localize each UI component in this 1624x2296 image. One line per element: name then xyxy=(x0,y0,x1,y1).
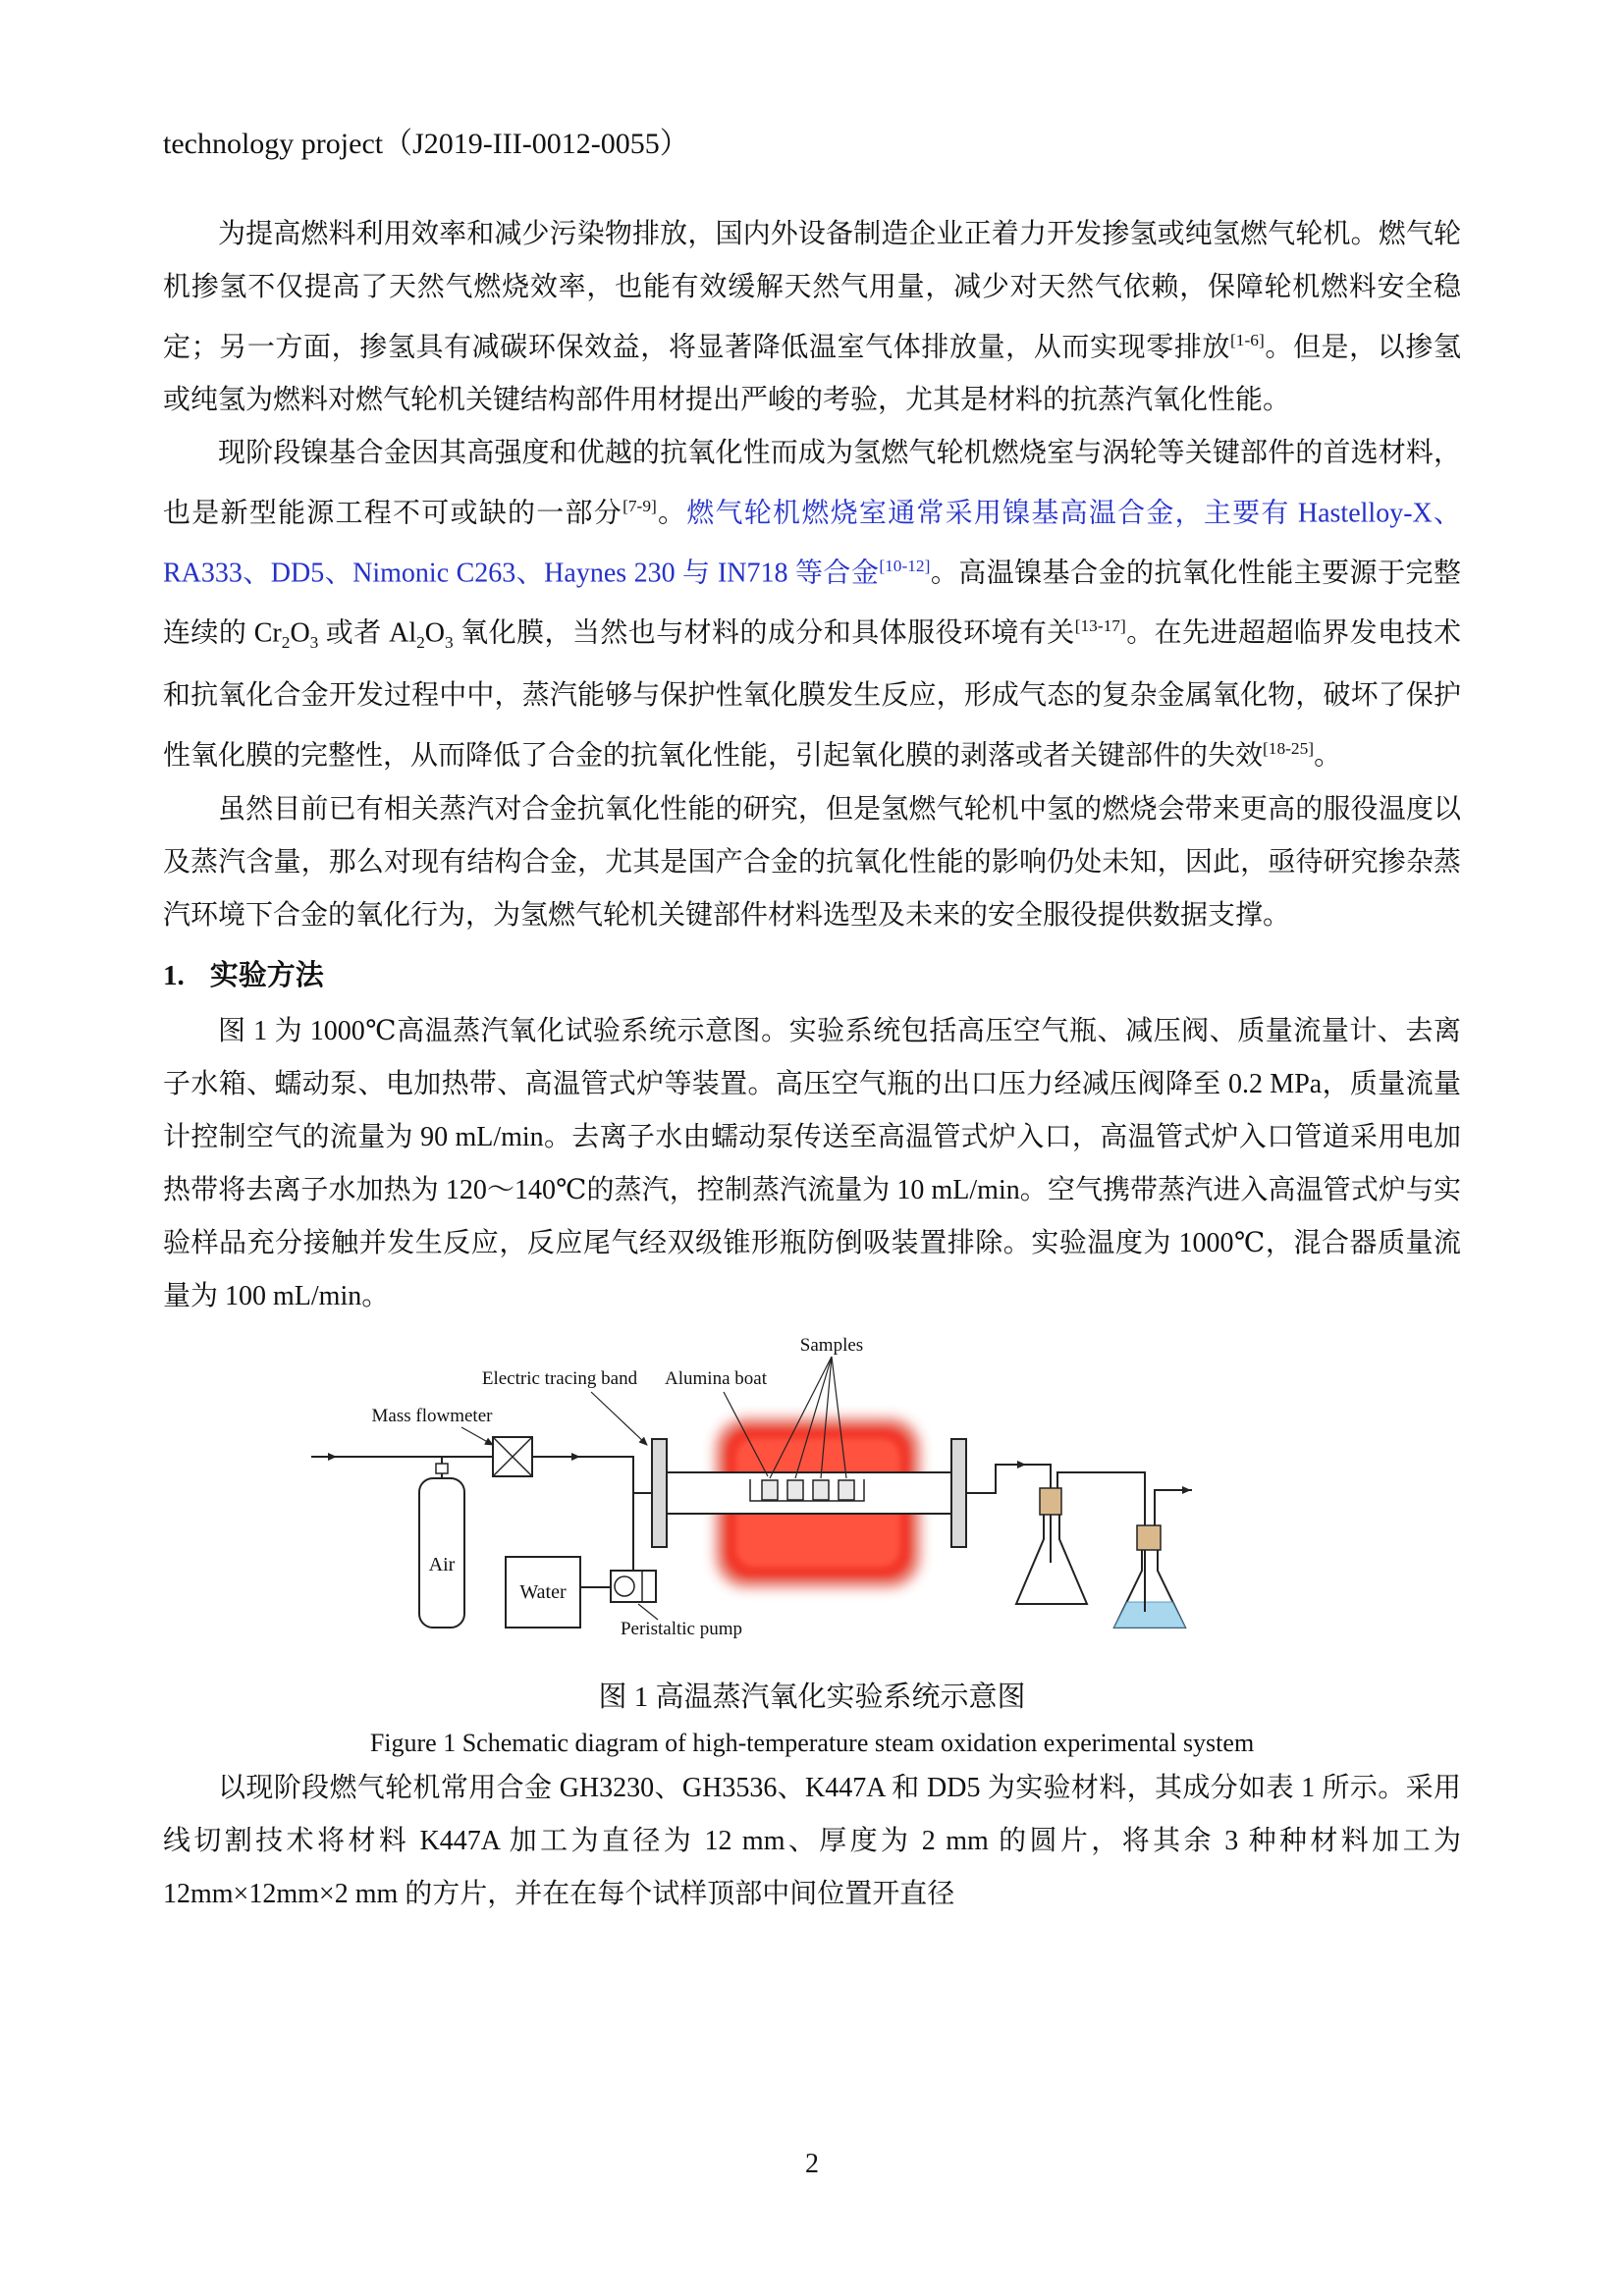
text-segment: 。在先进超超临界发电技术和抗氧化合金开发过程中中，蒸汽能够与保护性氧化膜发生反应，形成气态的复杂金属氧化物，破坏了保护性氧化膜的完整性，从而降低了合金的抗氧化性能，引起氧化膜的剥落或者关键部件的失效 xyxy=(163,617,1461,772)
samples-label: Samples xyxy=(799,1334,864,1356)
sample-4 xyxy=(839,1480,854,1500)
peristaltic-pump-symbol xyxy=(611,1571,656,1602)
text-segment: [10-12] xyxy=(879,557,931,576)
page-number: 2 xyxy=(805,2149,819,2179)
section-number: 1. xyxy=(163,959,185,991)
section-heading-1 xyxy=(163,948,1461,1003)
right-flange xyxy=(951,1439,966,1547)
paragraph-method-2 xyxy=(163,1762,1461,1921)
text-segment: 图 1 为 1000℃高温蒸汽氧化试验系统示意图。实验系统包括高压空气瓶、减压阀、质量流量计、去离子水箱、蠕动泵、电加热带、高温管式炉等装置。高压空气瓶的出口压力经减压阀降至 0.2 MPa，质量流量计控制空气的流量为 90 mL/min。去离子水由蠕动泵传送至高温管式炉入口，高温管式炉入口管道采用电加热带将去离子水加热为 120～140℃的蒸汽，控制蒸汽流量为 10 mL/min。空气携带蒸汽进入高温管式炉与实验样品充分接触并发生反应，反应尾气经双级锥形瓶防倒吸装置排除。实验温度为 1000℃，混合器质量流量为 100 mL/min。 xyxy=(163,1015,1461,1311)
paragraph-intro-2 xyxy=(163,427,1461,783)
text-segment: 3 xyxy=(445,633,454,653)
air-cylinder xyxy=(419,1464,464,1628)
figure-1-block xyxy=(163,1335,1461,1758)
text-segment: [7-9] xyxy=(623,496,657,515)
text-segment: 或者 Al xyxy=(318,617,417,649)
text-segment: 。但是，以掺氢或纯氢为燃料对燃气轮机关键结构部件用材提出严峻的考验，尤其是材料的抗蒸汽氧化性能。 xyxy=(163,331,1461,415)
schematic-wrap xyxy=(297,1335,1219,1669)
text-segment: 现阶段镍基合金因其高强度和优越的抗氧化性而成为氢燃气轮机燃烧室与涡轮等关键部件的首选材料，也是新型能源工程不可或缺的一部分 xyxy=(163,437,1461,529)
electric-tracing-band-label: Electric tracing band xyxy=(481,1367,638,1389)
text-segment: 。 xyxy=(656,498,687,529)
text-segment: 虽然目前已有相关蒸汽对合金抗氧化性能的研究，但是氢燃气轮机中氢的燃烧会带来更高的服役温度以及蒸汽含量，那么对现有结构合金，尤其是国产合金的抗氧化性能的影响仍处未知，因此，亟待研究掺杂蒸汽环境下合金的氧化行为，为氢燃气轮机关键部件材料选型及未来的安全服役提供数据支撑。 xyxy=(163,793,1461,931)
furnace-tube xyxy=(666,1472,952,1514)
peristaltic-pump-label: Peristaltic pump xyxy=(620,1618,743,1639)
sample-1 xyxy=(762,1480,778,1500)
water-tank xyxy=(506,1557,580,1628)
water-label: Water xyxy=(519,1580,567,1603)
air-label: Air xyxy=(428,1553,456,1575)
paragraph-intro-3 xyxy=(163,783,1461,942)
text-segment: O xyxy=(424,617,446,649)
text-segment: 。高温镍基合金的抗氧化性能主要源于完整连续的 Cr xyxy=(163,558,1461,649)
text-segment: 氧化膜，当然也与材料的成分和具体服役环境有关 xyxy=(453,617,1075,649)
mass-flowmeter-label: Mass flowmeter xyxy=(371,1405,493,1426)
text-segment: O xyxy=(290,617,310,649)
alumina-boat-label: Alumina boat xyxy=(665,1367,767,1389)
flask-2-liquid xyxy=(1114,1602,1185,1628)
paragraph-intro-1 xyxy=(163,208,1461,427)
text-segment: 燃气轮机燃烧室通常采用镍基高温合金，主要有 Hastelloy-X、RA333、DD5、Nimonic C263、Haynes 230 与 IN718 等合金 xyxy=(163,498,1461,589)
text-segment: 为提高燃料利用效率和减少污染物排放，国内外设备制造企业正着力开发掺氢或纯氢燃气轮机。燃气轮机掺氢不仅提高了天然气燃烧效率，也能有效缓解天然气用量，减少对天然气依赖，保障轮机燃料安全稳定；另一方面，掺氢具有减碳环保效益，将显著降低温室气体排放量，从而实现零排放 xyxy=(163,218,1461,362)
text-segment: [1-6] xyxy=(1230,330,1265,349)
tracing-band-pointer xyxy=(591,1392,647,1445)
sample-3 xyxy=(813,1480,829,1500)
text-segment: 。 xyxy=(1314,740,1342,772)
text-segment: [18-25] xyxy=(1263,739,1315,759)
flask-2 xyxy=(1114,1549,1185,1628)
text-segment: 以现阶段燃气轮机常用合金 GH3230、GH3536、K447A 和 DD5 为实验材料，其成分如表 1 所示。采用线切割技术将材料 K447A 加工为直径为 12 mm、厚度为 2 mm 的圆片，将其余 3 种种材料加工为 12mm×12mm×2 mm 的方片，并在在每个试样顶部中间位置开直径 xyxy=(163,1772,1461,1909)
flask-2-stopper xyxy=(1137,1525,1161,1550)
figure-caption-en: Figure 1 Schematic diagram of high-temperature steam oxidation experimental system xyxy=(369,1728,1255,1757)
experiment-schematic-figure xyxy=(297,1335,1219,1664)
text-segment: [13-17] xyxy=(1074,616,1126,636)
pump-pointer xyxy=(638,1604,658,1620)
project-funding-line: technology project（J2019-III-0012-0055） xyxy=(163,128,689,160)
figure-caption-zh: 图 1 高温蒸汽氧化实验系统示意图 xyxy=(598,1681,1026,1713)
mass-flowmeter-symbol xyxy=(493,1437,532,1476)
sample-2 xyxy=(787,1480,803,1500)
paragraph-method-1 xyxy=(163,1005,1461,1323)
left-flange xyxy=(652,1439,667,1547)
flowmeter-pointer xyxy=(461,1427,493,1445)
text-segment: 2 xyxy=(281,633,291,653)
text-segment: 2 xyxy=(416,633,425,653)
section-title: 实验方法 xyxy=(209,959,324,991)
cylinder-valve xyxy=(436,1464,448,1473)
flask-1-stopper xyxy=(1040,1488,1061,1515)
text-segment: 3 xyxy=(309,633,319,653)
